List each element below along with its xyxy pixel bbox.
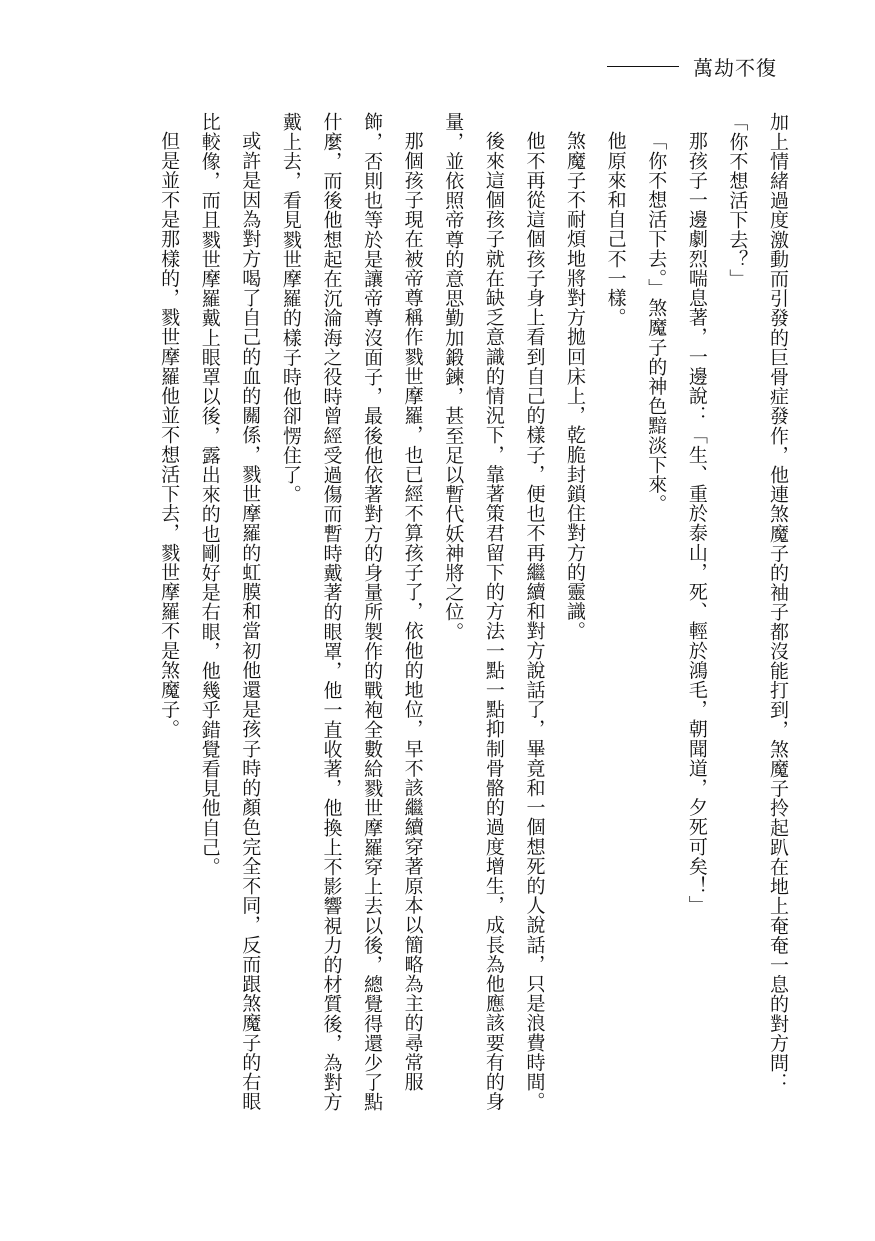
paragraph: 後來這個孩子就在缺乏意識的情況下，靠著策君留下的方法一點一點抑制骨骼的過度增生，成長為他應該要有的身量，並依照帝尊的意思勤加鍛鍊，甚至足以暫代妖神將之位。: [442, 112, 505, 1111]
paragraph: 煞魔子不耐煩地將對方拋回床上，乾脆封鎖住對方的靈識。: [564, 131, 587, 641]
paragraph: 加上情緒過度激動而引發的巨骨症發作，他連煞魔子的袖子都沒能打到，煞魔子拎起趴在地上奄奄一息的對方問：「你不想活下去？」: [726, 112, 789, 1092]
paragraph: 那孩子一邊劇烈喘息著，一邊說：「生、重於泰山，死、輕於鴻毛，朝聞道，夕死可矣！」: [685, 131, 708, 915]
paragraph: 他原來和自己不一樣。: [604, 131, 627, 327]
header-rule: [607, 66, 679, 67]
paragraph: 或許是因為對方喝了自己的血的關係，戮世摩羅的虹膜和當初他還是孩子時的顏色完全不同，反而跟煞魔子的右眼比較像，而且戮世摩羅戴上眼罩以後，露出來的也剛好是右眼，他幾乎錯覺看見他自己。: [198, 112, 262, 1111]
paragraph: 但是並不是那樣的，戮世摩羅他並不想活下去，戮世摩羅不是煞魔子。: [158, 131, 181, 739]
paragraph: 「你不想活下去。」煞魔子的神色黯淡下來。: [645, 131, 668, 514]
paragraph: 他不再從這個孩子身上看到自己的樣子，便也不再繼續和對方說話了，畢竟和一個想死的人說話，只是浪費時間。: [523, 131, 546, 1111]
paragraph: 那個孩子現在被帝尊稱作戮世摩羅，也已經不算孩子了，依他的地位，早不該繼續穿著原本以簡略為主的尋常服飾，否則也等於是讓帝尊沒面子，最後他依著對方的身量所製作的戰袍全數給戮世摩羅穿上去以後，總覺得還少了點什麼，而後他想起在沉淪海之役時曾經受過傷而暫時戴著的眼罩，他一直收著，他換上不影響視力的材質後，為對方戴上去，看見戮世摩羅的樣子時他卻愣住了。: [279, 112, 424, 1112]
body-text: [108, 112, 798, 1112]
running-header: [607, 52, 777, 81]
chapter-title: 萬劫不復: [693, 56, 777, 80]
